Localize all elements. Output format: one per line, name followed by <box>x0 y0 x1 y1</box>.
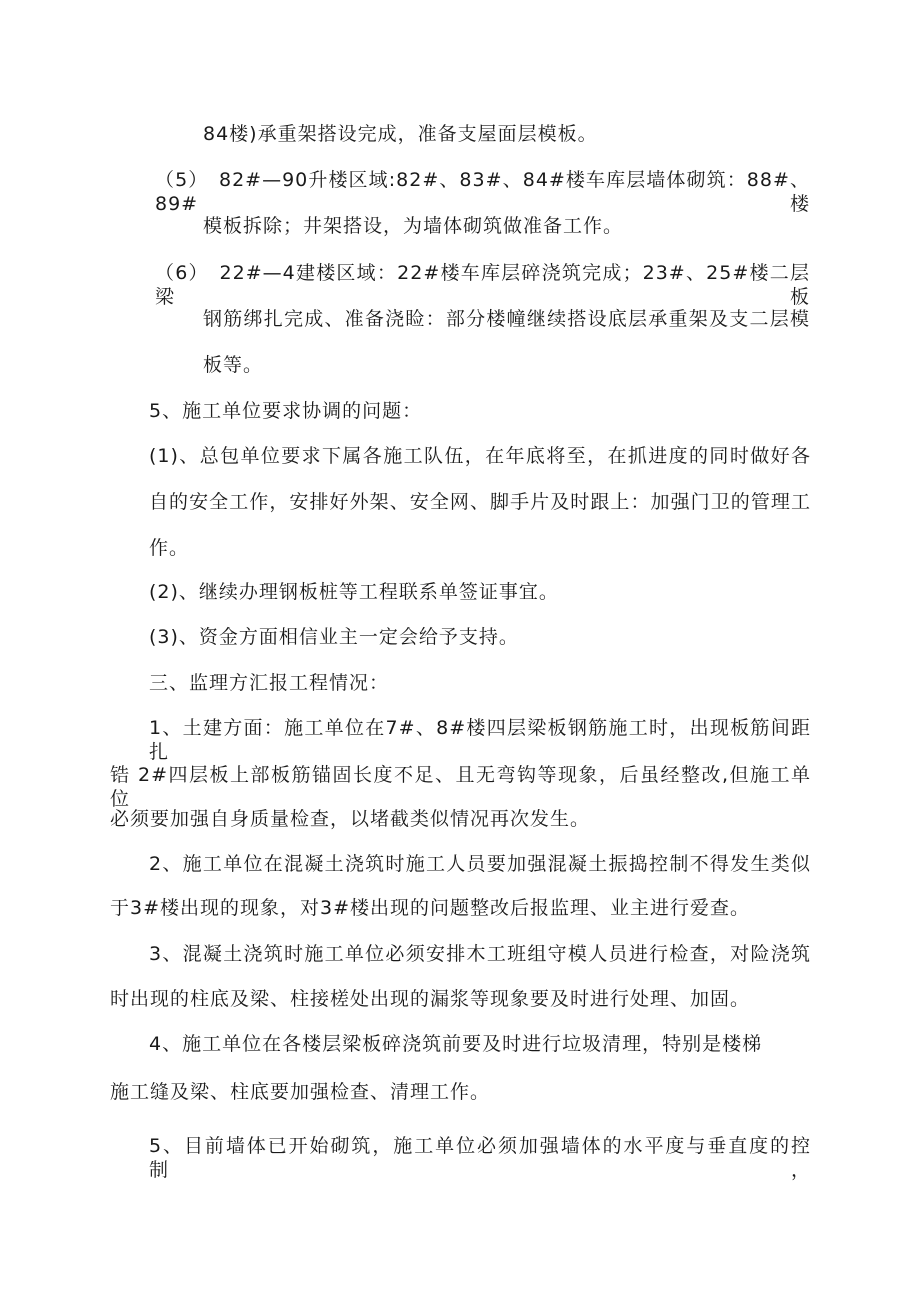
text-line-17: 2、施工单位在混凝土浇筑时施工人员要加强混凝土振捣控制不得发生类似 <box>149 853 811 875</box>
text-line-7: 5、施工单位要求协调的问题： <box>149 400 423 422</box>
text-line-3: 模板拆除；井架搭设，为墙体砌筑做准备工作。 <box>203 215 624 237</box>
text-line-10: 作。 <box>149 537 190 559</box>
text-line-11: (2)、继续办理钢板桩等工程联系单签证事宜。 <box>149 581 559 603</box>
text-line-12: (3)、资金方面相信业主一定会给予支持。 <box>149 626 519 648</box>
text-line-1: 84楼)承重架搭设完成，准备支屋面层模板。 <box>203 123 598 145</box>
text-line-9: 自的安全工作，安排好外架、安全网、脚手片及时跟上：加强门卫的管理工 <box>149 491 811 513</box>
text-line-19: 3、混凝土浇筑时施工单位必须安排木工班组守模人员进行检查，对险浇筑 <box>149 943 811 965</box>
text-line-6: 板等。 <box>203 354 264 376</box>
text-line-21: 4、施工单位在各楼层梁板碎浇筑前要及时进行垃圾清理，特别是楼梯 <box>149 1033 763 1055</box>
text-line-2: （5） 82#—90升楼区域:82#、83#、84#楼车库层墙体砌筑：88#、89#楼 <box>155 169 810 215</box>
text-line-4: （6） 22#—4建楼区域：22#楼车库层碎浇筑完成；23#、25#楼二层梁板 <box>155 262 810 308</box>
text-line-18: 于3#楼出现的现象，对3#楼出现的问题整改后报监理、业主进行爱查。 <box>110 897 751 919</box>
text-line-5: 钢筋绑扎完成、准备浇睑：部分楼幢继续搭设底层承重架及支二层模 <box>203 308 810 330</box>
text-line-8: (1)、总包单位要求下属各施工队伍，在年底将至，在抓进度的同时做好各 <box>149 445 811 467</box>
text-line-14: 1、土建方面：施工单位在7#、8#楼四层梁板钢筋施工时，出现板筋间距扎 <box>149 717 811 763</box>
text-line-15: 锆 2#四层板上部板筋锚固长度不足、且无弯钩等现象，后虽经整改,但施工单位 <box>110 764 811 810</box>
text-line-16: 必须要加强自身质量检查，以堵截类似情况再次发生。 <box>110 808 591 830</box>
text-line-13: 三、监理方汇报工程情况： <box>149 672 390 694</box>
text-line-20: 时出现的柱底及梁、柱接槎处出现的漏浆等现象要及时进行处理、加固。 <box>110 988 751 1010</box>
text-line-23: 5、目前墙体已开始砌筑，施工单位必须加强墙体的水平度与垂直度的控制， <box>149 1135 811 1181</box>
text-line-22: 施工缝及梁、柱底要加强检查、清理工作。 <box>110 1081 491 1103</box>
